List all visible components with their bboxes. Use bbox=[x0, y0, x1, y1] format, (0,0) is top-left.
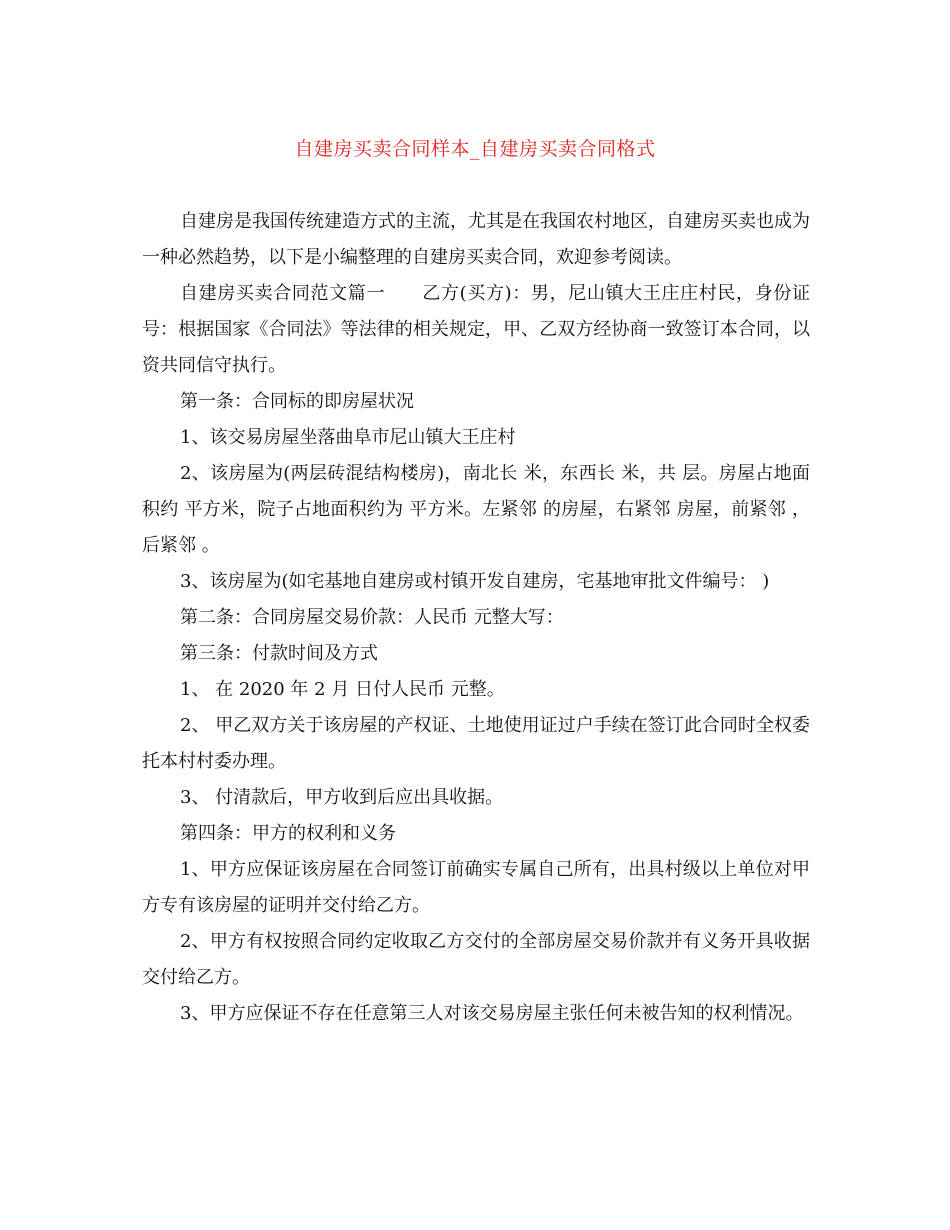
clause-4-1: 1、甲方应保证该房屋在合同签订前确实专属自己所有，出具村级以上单位对甲方专有该房屋的证明并交付给乙方。 bbox=[142, 859, 810, 916]
clause-1-3: 3、该房屋为(如宅基地自建房或村镇开发自建房，宅基地审批文件编号： ) bbox=[180, 571, 770, 592]
section-heading-2: 第二条：合同房屋交易价款：人民币 元整大写： bbox=[180, 607, 564, 628]
clause-3-1: 1、 在 2020 年 2 月 日付人民币 元整。 bbox=[180, 679, 505, 700]
document-body bbox=[142, 204, 810, 1032]
document-title: 自建房买卖合同样本_自建房买卖合同格式 bbox=[294, 138, 656, 160]
clause-1-1: 1、该交易房屋坐落曲阜市尼山镇大王庄村 bbox=[180, 427, 516, 448]
clause-4-2: 2、甲方有权按照合同约定收取乙方交付的全部房屋交易价款并有义务开具收据交付给乙方。 bbox=[142, 931, 810, 988]
section-heading-4: 第四条：甲方的权利和义务 bbox=[180, 823, 396, 844]
paragraph-intro: 自建房是我国传统建造方式的主流，尤其是在我国农村地区，自建房买卖也成为一种必然趋势，以下是小编整理的自建房买卖合同，欢迎参考阅读。 bbox=[142, 211, 810, 268]
clause-3-3: 3、 付清款后，甲方收到后应出具收据。 bbox=[180, 787, 504, 808]
section-heading-3: 第三条：付款时间及方式 bbox=[180, 643, 378, 664]
section-heading-1: 第一条：合同标的即房屋状况 bbox=[180, 391, 414, 412]
clause-1-2: 2、该房屋为(两层砖混结构楼房)，南北长 米，东西长 米，共 层。房屋占地面积约 平方米，院子占地面积约为 平方米。左紧邻 的房屋，右紧邻 房屋，前紧邻 ，后紧邻 。 bbox=[142, 463, 810, 556]
paragraph-parties: 自建房买卖合同范文篇一 乙方(买方)：男，尼山镇大王庄庄村民，身份证号：根据国家《合同法》等法律的相关规定，甲、乙双方经协商一致签订本合同，以资共同信守执行。 bbox=[142, 283, 810, 376]
clause-3-2: 2、 甲乙双方关于该房屋的产权证、土地使用证过户手续在签订此合同时全权委托本村村委办理。 bbox=[142, 715, 810, 772]
clause-4-3: 3、甲方应保证不存在任意第三人对该交易房屋主张任何未被告知的权利情况。 bbox=[180, 1003, 804, 1024]
